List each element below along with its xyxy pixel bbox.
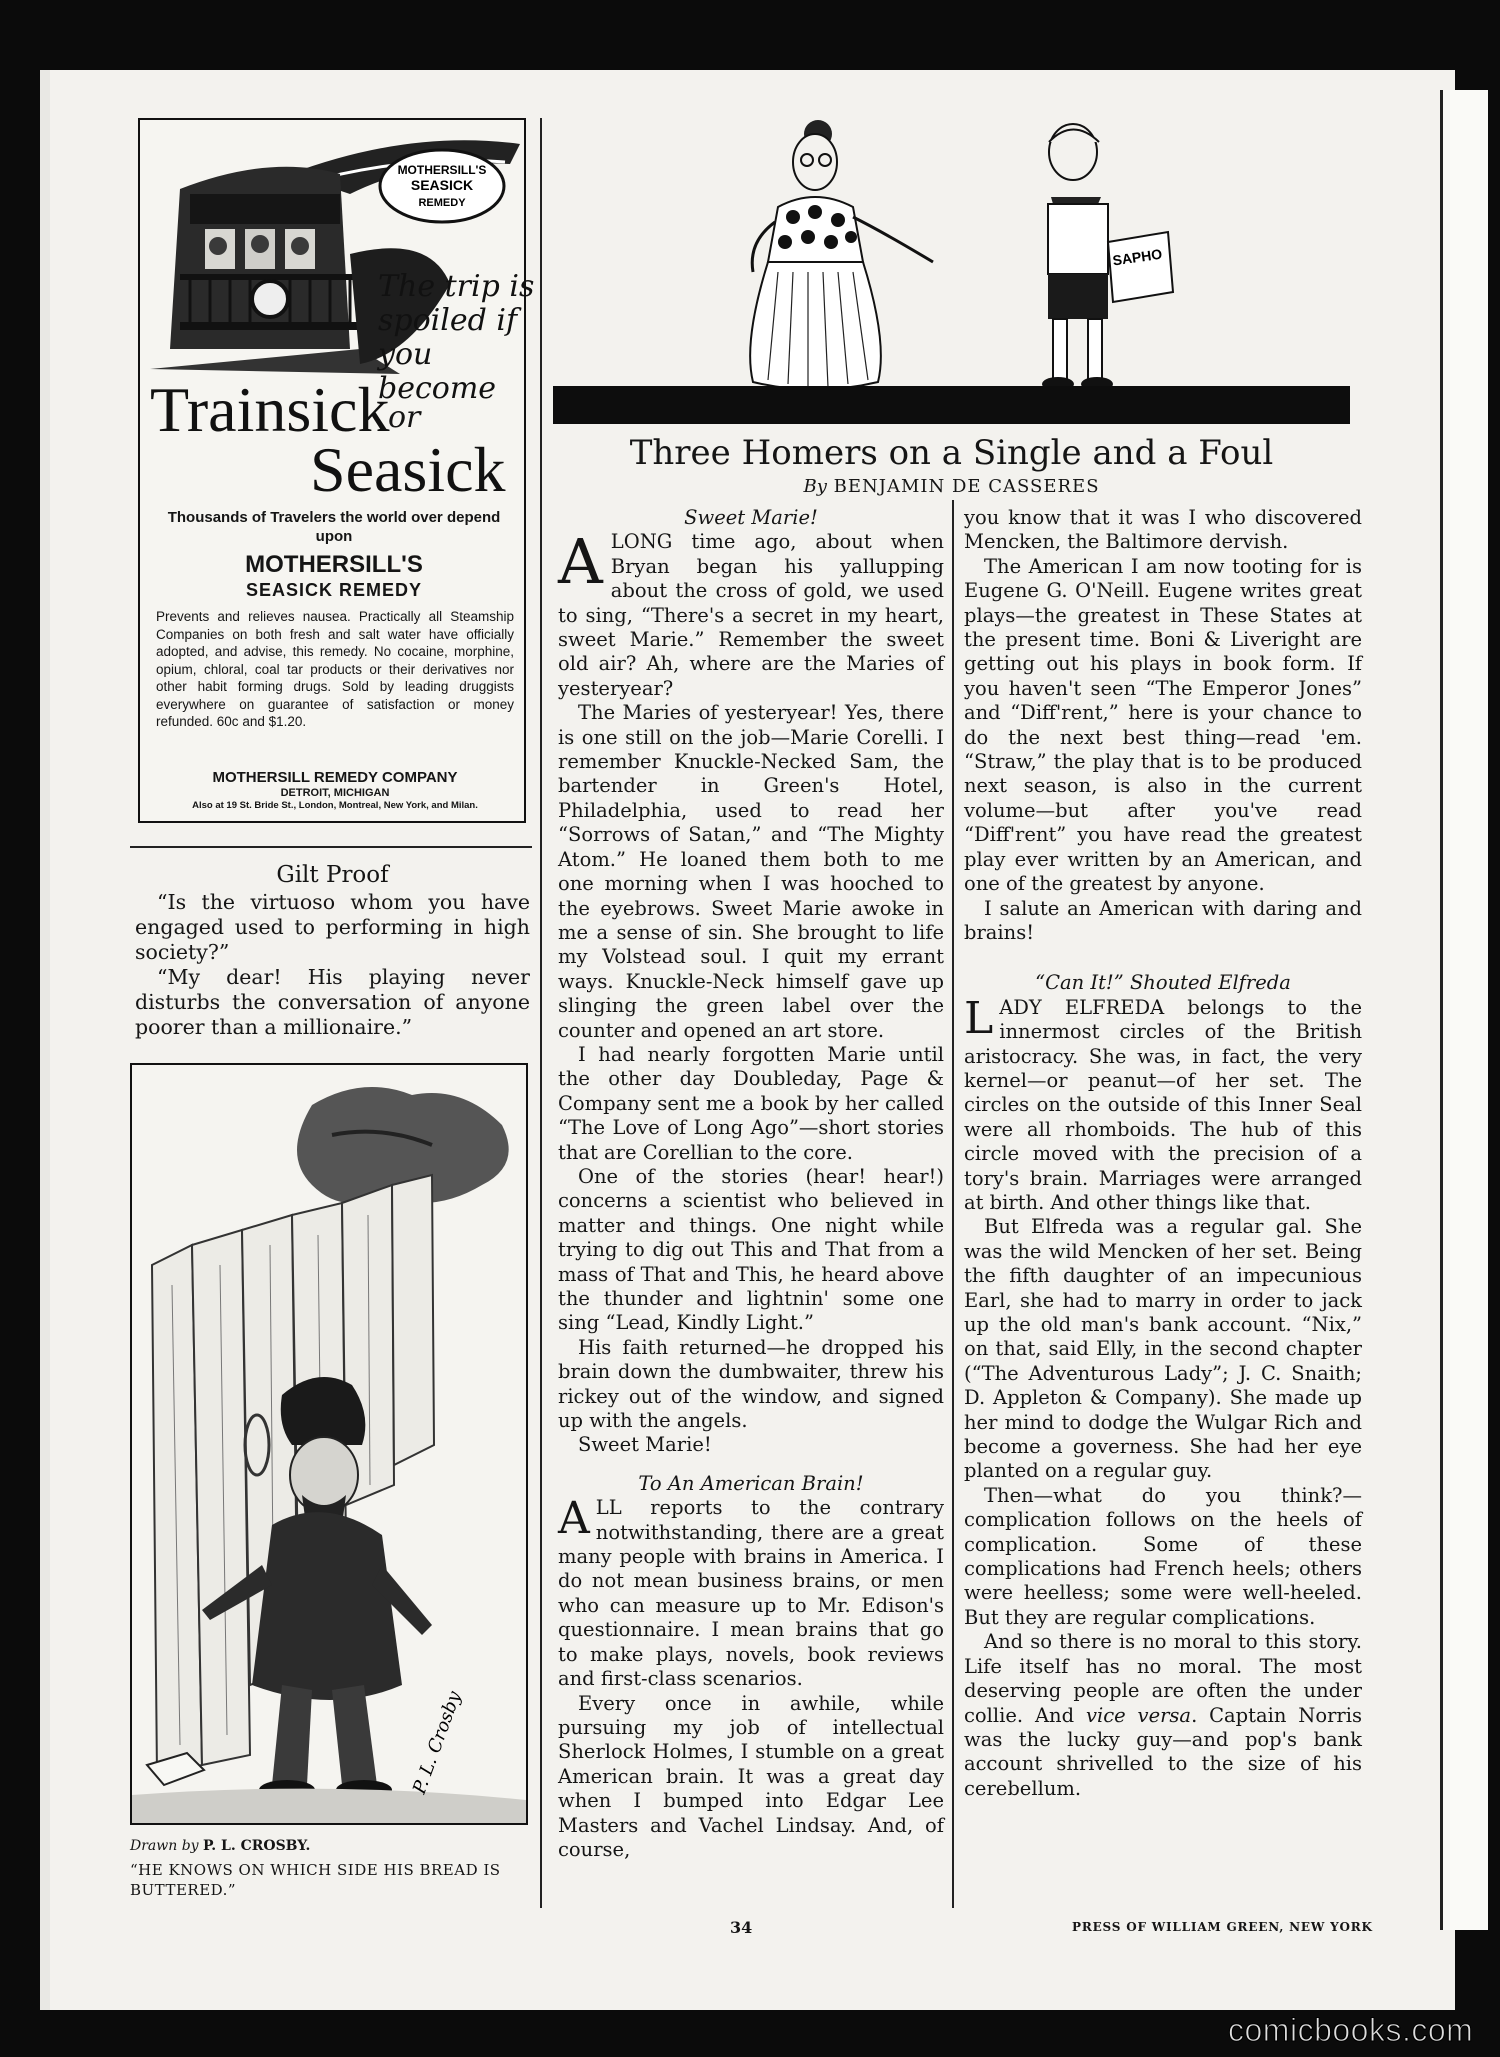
drop-cap: A [558,1493,590,1545]
ad-headline-trainsick: Trainsick [150,374,390,445]
paragraph: One of the stories (hear! hear!) concerns a scientist who believed in matter and things. One night while trying to dig out This and That from a mass of That and This, he heard above the thunder and lightnin' some one sing “Lead, Kindly Light.” [558,1164,944,1335]
joke-title: Gilt Proof [276,862,389,888]
ad-product: SEASICK REMEDY [245,580,423,600]
section-subhead: Sweet Marie! [684,506,818,529]
credit-prefix: Drawn by [130,1838,199,1854]
gilt-proof-joke [135,860,530,1040]
column-rule-middle [952,500,954,1908]
paragraph [964,992,1362,1216]
paragraph: The American I am now tooting for is Eugene G. O'Neill. Eugene writes great plays—the greatest in These States at the present time. Boni & Liveright are getting out his plays in book form. If you haven't seen “The Emperor Jones” and “Diff'rent,” here is your chance to do the next best thing—read 'em. “Straw,” the play that is to be produced next season, is also in the current volume—but after you've read “Diff'rent” you have read the greatest play ever written by an American, and one of the greatest by anyone. [964,554,1362,896]
paragraph: I salute an American with daring and brains! [964,896,1362,944]
section-subhead: To An American Brain! [638,1471,864,1495]
next-page-edge [1440,90,1488,1930]
ad-body-copy: Prevents and relieves nausea. Practically all Steamship Companies on both fresh and salt water have officially adopted, and advise, this remedy. No cocaine, morphine, opium, chloral, coal tar products or their derivatives nor other habit forming drugs. Sold by leading druggists everywhere on guarantee of satisfaction or money refunded. 60c and $1.20. [156,609,514,729]
article-header-illustration [553,112,1350,422]
joke-line: “My dear! His playing never disturbs the conversation of anyone poorer than a millionaire.” [135,965,530,1039]
ad-divider-rule [130,846,532,848]
ad-headline-or: or [388,400,421,435]
header-black-bar [553,386,1350,424]
paragraph: Every once in awhile, while pursuing my job of intellectual Sherlock Holmes, I stumble on a great American brain. It was a great day when I bumped into Edgar Lee Masters and Vachel Lindsay. And, of course, [558,1691,944,1861]
credit-name: P. L. CROSBY. [203,1838,311,1854]
printer-credit: PRESS OF WILLIAM GREEN, NEW YORK [1072,1920,1373,1934]
article-column-1 [558,506,944,1862]
badge-line-2: SEASICK [410,177,474,193]
column-rule-left [540,118,542,1908]
book-label: SAPHO [1111,245,1164,269]
paragraph-text: ADY ELFREDA belongs to the innermost circles of the British aristocracy. She was, in fact, the very kernel—or peanut—of her set. The circles on the outside of this Inner Seal were all rhomboids. The hub of this circle moved with the precision of a tory's brain. Marriages were arranged at birth. And other things like that. [964,995,1362,1214]
drop-cap: A [558,525,603,599]
ad-brand: MOTHERSILL'S [245,551,423,578]
paragraph-text: LL reports to the contrary notwithstanding, there are a great many people with brains in America. I do not mean business brains, or men who can measure up to Mr. Edison's questionnaire. I mean brains that go to make plays, novels, book reviews and first-class scenarios. [558,1496,944,1691]
ad-city: DETROIT, MICHIGAN [280,787,390,799]
paragraph: The Maries of yesteryear! Yes, there is one still on the job—Marie Corelli. I remember Knuckle-Necked Sam, the bartender in Green's Hotel, Philadelphia, used to read her “Sorrows of Satan,” and “The Mighty Atom.” He loaned them both to me one morning when I was hooched to the eyebrows. Sweet Marie awoke in me a sense of sin. She brought to life my Volstead soul. I quit my errant ways. Knuckle-Neck himself gave up slinging the green label over the counter and opened an art store. [558,701,944,1042]
paragraph: But Elfreda was a regular gal. She was the wild Mencken of her set. Being the fifth daughter of an impecunious Earl, she had to marry in order to jack up the old man's bank account. “Nix,” on that, said Elly, in the second chapter (“The Adventurous Lady”; J. C. Snaith; D. Appleton & Company). She made up her mind to dodge the Wulgar Rich and become a governess. She had her eye planted on a regular guy. [964,1215,1362,1483]
section-subhead: “Can It!” Shouted Elfreda [1035,971,1291,995]
paragraph: you know that it was I who discovered Mencken, the Baltimore dervish. [964,506,1362,554]
mothersill-advertisement [138,118,535,823]
article-byline [553,476,1350,497]
site-watermark: comicbooks.com [1228,2012,1474,2048]
article-column-2 [964,506,1362,1801]
paragraph: Then—what do you think?—complication follows on the heels of complication. Some of these complications had French heels; others were heelless; some were well-heeled. But they are regular complications. [964,1483,1362,1629]
ad-headline-seasick: Seasick [310,434,506,505]
paragraph [558,525,944,701]
ad-company: MOTHERSILL REMEDY COMPANY [212,769,458,786]
drop-cap: L [964,992,994,1044]
paragraph [964,1630,1362,1801]
ad-intro: Thousands of Travelers the world over depend upon [167,509,501,545]
badge-line-1: MOTHERSILL'S [397,163,487,177]
artist-signature: P. L. Crosby [408,1688,466,1797]
paragraph-text: And so there is no moral to this story. Life itself has no moral. The most deserving people are often the under collie. And [964,1630,1362,1727]
joke-line: “Is the virtuoso whom you have engaged used to performing in high society?” [135,890,530,964]
ad-tagline: The trip is spoiled if you become [378,269,535,406]
page-number: 34 [730,1918,753,1937]
paragraph-italic: vice versa [1085,1703,1192,1727]
paragraph: Sweet Marie! [578,1433,712,1457]
paragraph-text: LONG time ago, about when Bryan began his yallupping about the cross of gold, we used to sing, “There's a secret in my heart, sweet Marie.” Remember the sweet old air? Ah, where are the Maries of yesteryear? [558,530,944,700]
crosby-cartoon-illustration [130,1063,528,1825]
paragraph: His faith returned—he dropped his brain down the dumbwaiter, threw his rickey out of the window, and signed up with the angels. [558,1335,944,1433]
ad-branches: Also at 19 St. Bride St., London, Montreal, New York, and Milan. [192,800,478,811]
illustration-credit [130,1838,530,1854]
byline-author: BENJAMIN DE CASSERES [833,476,1100,497]
paragraph-text: . Captain Norris was the lucky guy—and pop's bank account shrivelled to the size of his cerebellum. [964,1703,1362,1800]
illustration-caption: “HE KNOWS ON WHICH SIDE HIS BREAD IS BUTTERED.” [130,1861,501,1899]
article-title: Three Homers on a Single and a Foul [629,433,1274,473]
byline-prefix: By [803,476,827,497]
paragraph [558,1493,944,1691]
boy-by-fence-drawing [132,1065,526,1823]
badge-line-3: REMEDY [418,197,466,209]
paragraph: I had nearly forgotten Marie until the other day Doubleday, Page & Company sent me a book by her called “The Love of Long Ago”—short stories that are Corellian to the core. [558,1042,944,1164]
